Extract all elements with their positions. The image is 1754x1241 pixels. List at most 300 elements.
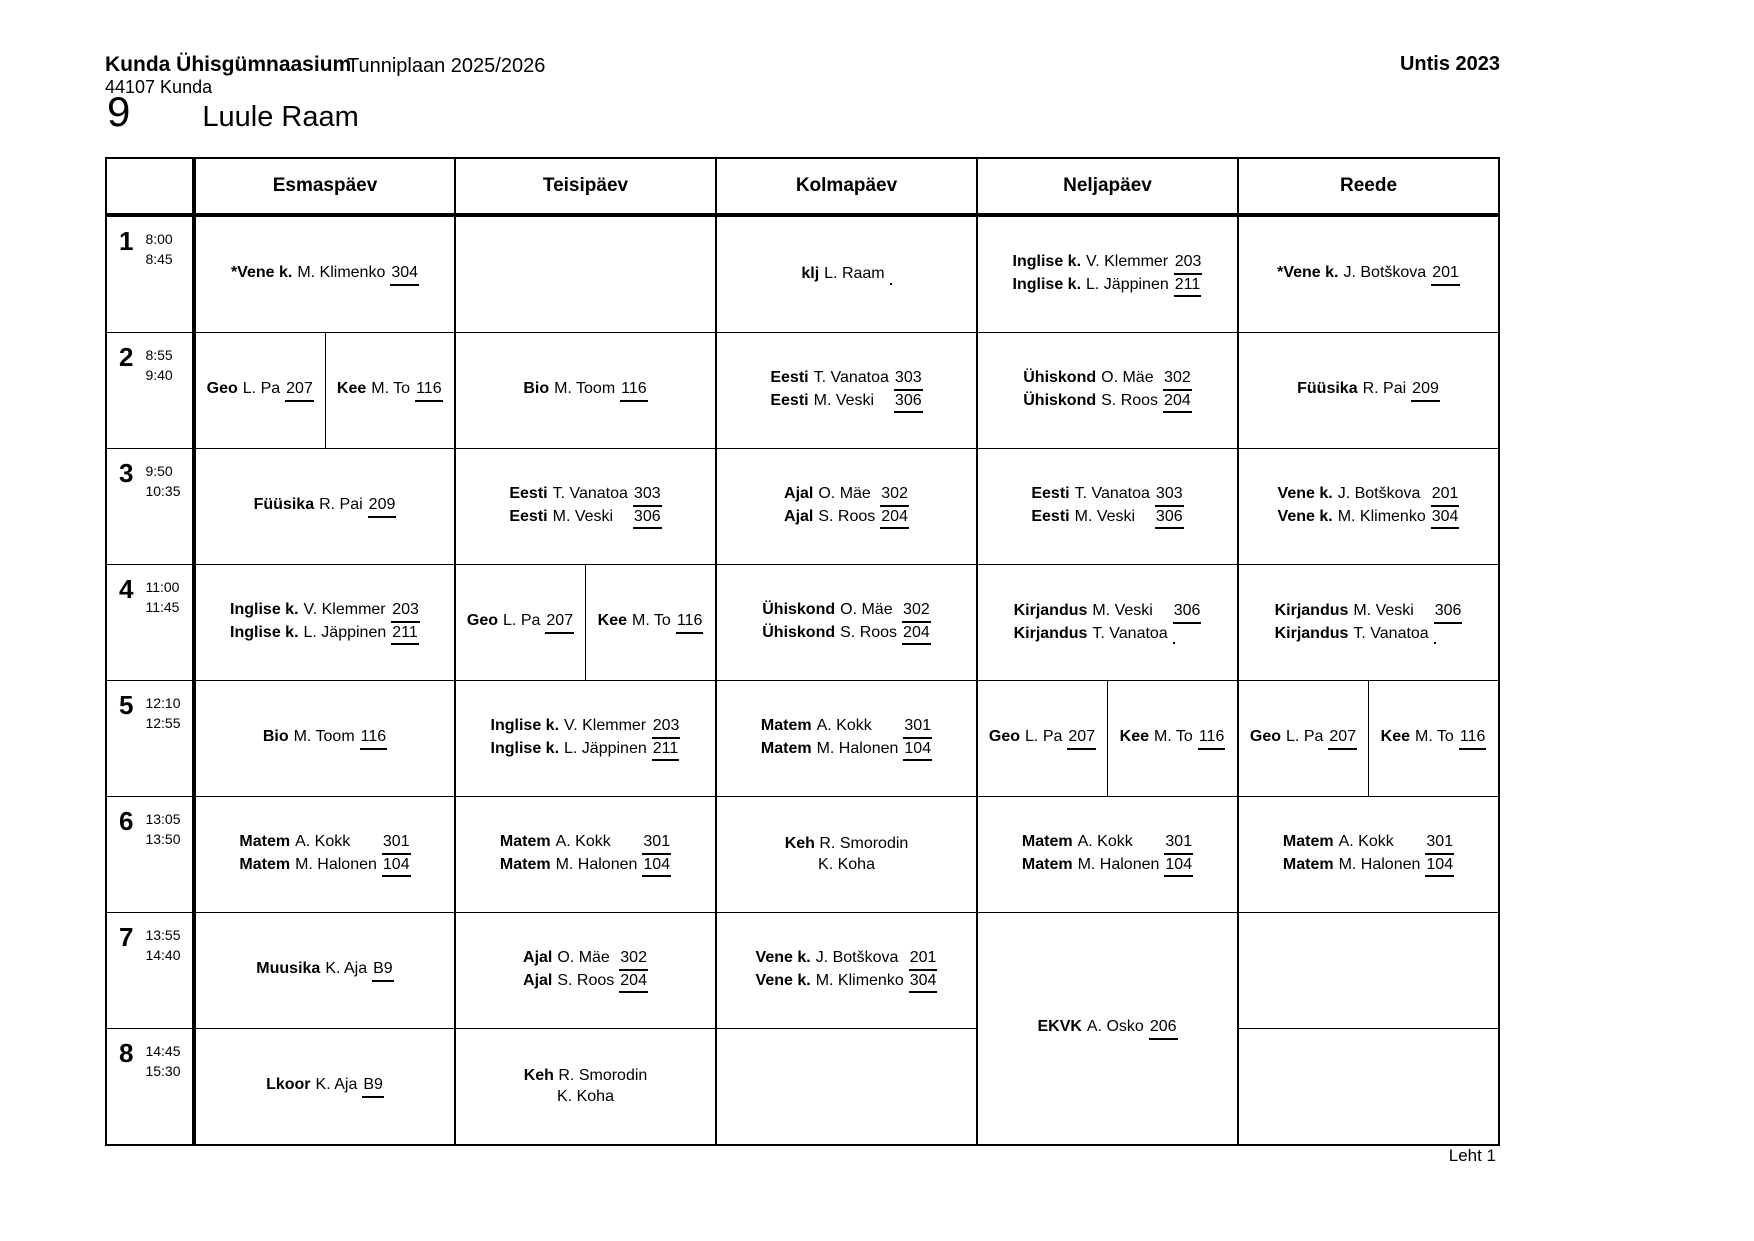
subject-label: Matem <box>1282 833 1334 851</box>
teacher-label: M. To <box>1154 728 1193 746</box>
subject-label: Ühiskond <box>762 623 836 641</box>
lesson <box>231 263 419 285</box>
lesson-cell-thu-4 <box>977 565 1238 681</box>
split-right <box>1107 681 1237 796</box>
teacher-label: M. Toom <box>293 728 355 746</box>
period-start-time: 12:10 <box>145 695 181 711</box>
subject-label: Vene k. <box>755 949 811 967</box>
lesson <box>254 495 397 517</box>
room-label: 301 <box>903 716 932 738</box>
lesson-cell-thu-6 <box>977 797 1238 913</box>
subject-label: Keh <box>523 1066 554 1084</box>
teacher-label: T. Vanatoa <box>813 369 889 387</box>
room-label: 306 <box>1155 507 1184 529</box>
teacher-label: J. Botškova <box>815 949 899 967</box>
lesson-cell-fri-8 <box>1238 1029 1499 1146</box>
period-number: 8 <box>119 1038 134 1068</box>
subject-label: *Vene k. <box>230 264 293 282</box>
teacher-label: T. Vanatoa <box>1092 624 1168 642</box>
room-label: 302 <box>880 484 909 506</box>
room-label: 301 <box>642 832 671 854</box>
lesson-cell-fri-6 <box>1238 797 1499 913</box>
lesson-cell-wed-1 <box>716 215 977 333</box>
teacher-label: O. Mäe <box>818 485 871 503</box>
subject-label: Matem <box>760 717 812 735</box>
subject-label: Eesti <box>1031 507 1070 525</box>
room-label: 204 <box>619 971 648 993</box>
teacher-label: M. Veski <box>813 391 875 409</box>
subject-label: Kirjandus <box>1274 602 1349 620</box>
teacher-label: T. Vanatoa <box>1353 624 1429 642</box>
lesson-cell-fri-5 <box>1238 681 1499 797</box>
period-end-time: 15:30 <box>145 1063 181 1080</box>
period-times <box>145 460 180 502</box>
split-right <box>585 565 715 680</box>
period-cell-7 <box>106 913 194 1029</box>
teacher-label: M. Veski <box>1092 602 1153 620</box>
period-number: 7 <box>119 922 134 952</box>
room-label: 116 <box>676 611 704 633</box>
lesson-cell-tue-6 <box>455 797 716 913</box>
day-header-esmaspaev: Esmaspäev <box>194 158 455 215</box>
room-label: 304 <box>390 263 419 285</box>
room-label: 104 <box>1164 855 1193 877</box>
lesson <box>1013 252 1203 297</box>
period-start-time: 13:55 <box>145 927 181 943</box>
teacher-label: M. Halonen <box>295 855 377 873</box>
lesson-cell-mon-7 <box>194 913 455 1029</box>
teacher-label: S. Roos <box>818 507 876 525</box>
lesson <box>256 959 393 981</box>
teacher-label: O. Mäe <box>840 601 893 619</box>
room-label: 209 <box>1411 379 1440 401</box>
teacher-label: R. Smorodin <box>819 834 909 852</box>
lesson-line <box>717 834 976 855</box>
subject-label: Bio <box>262 728 289 746</box>
lesson-cell-thu-2 <box>977 333 1238 449</box>
subject-label: Matem <box>1021 833 1073 851</box>
teacher-label: V. Klemmer <box>303 601 386 619</box>
subject-label: Inglise k. <box>490 739 560 757</box>
room-label: 211 <box>391 623 419 645</box>
period-start-time: 11:00 <box>145 579 180 595</box>
subject-label: *Vene k. <box>1277 264 1339 282</box>
subject-label: Geo <box>988 728 1021 746</box>
period-end-time: 13:50 <box>145 831 181 848</box>
room-label: 206 <box>1149 1017 1178 1039</box>
lesson-cell-wed-8 <box>716 1029 977 1146</box>
class-id: 9 <box>107 88 131 135</box>
subject-label: Eesti <box>1031 485 1070 503</box>
teacher-label: M. Halonen <box>555 855 638 873</box>
period-cell-6 <box>106 797 194 913</box>
timetable-row-4 <box>106 565 1499 681</box>
room-label: 303 <box>894 368 923 390</box>
lesson-cell-wed-7 <box>716 913 977 1029</box>
teacher-label: M. To <box>371 380 411 398</box>
teacher-label: S. Roos <box>840 623 898 641</box>
room-label <box>1173 624 1175 644</box>
subject-label: Füüsika <box>253 496 315 514</box>
lesson <box>801 264 891 284</box>
lesson <box>1120 727 1226 749</box>
subject-label: Inglise k. <box>230 601 299 619</box>
room-label: 104 <box>1425 855 1454 877</box>
subject-label: Matem <box>1282 855 1334 873</box>
subject-label: Kirjandus <box>1013 624 1088 642</box>
lesson <box>1014 601 1202 644</box>
period-start-time: 14:45 <box>145 1043 181 1059</box>
teacher-label: L. Jäppinen <box>564 739 647 757</box>
day-header-teisipaev: Teisipäev <box>455 158 716 215</box>
subject-label: Kirjandus <box>1274 624 1349 642</box>
split-lessons <box>196 333 454 448</box>
lesson-cell-tue-4 <box>455 565 716 681</box>
class-title <box>107 88 359 136</box>
lesson <box>1031 484 1183 529</box>
lesson <box>491 716 681 761</box>
school-address: 44107 Kunda <box>105 77 213 97</box>
lesson-cell-wed-2 <box>716 333 977 449</box>
lesson <box>523 948 648 993</box>
teacher-label: R. Pai <box>1362 380 1407 398</box>
lesson <box>467 611 574 633</box>
room-label: 301 <box>1425 832 1454 854</box>
subject-label: Eesti <box>770 369 809 387</box>
split-left <box>978 681 1107 796</box>
subject-label: Kirjandus <box>1013 602 1088 620</box>
teacher-label: L. Pa <box>503 612 541 630</box>
teacher-label: A. Osko <box>1086 1018 1144 1036</box>
period-end-time: 10:35 <box>145 483 181 500</box>
subject-label: Keh <box>784 834 815 852</box>
period-number: 2 <box>119 342 134 372</box>
room-label: 116 <box>360 727 388 749</box>
period-times <box>145 576 179 618</box>
lesson-cell-fri-7 <box>1238 913 1499 1029</box>
teacher-label: L. Jäppinen <box>1086 275 1169 293</box>
room-label: 209 <box>368 495 397 517</box>
period-times <box>145 344 172 386</box>
lesson <box>761 716 932 761</box>
lesson <box>456 1066 715 1108</box>
footer-page-label: Leht 1 <box>1448 1146 1496 1165</box>
subject-label: Inglise k. <box>490 717 560 735</box>
period-cell-3 <box>106 449 194 565</box>
period-times <box>145 228 172 270</box>
room-label: 207 <box>545 611 574 633</box>
subject-label: klj <box>801 265 820 283</box>
period-number: 1 <box>119 226 134 256</box>
split-lessons <box>978 681 1237 796</box>
lesson-cell-fri-4 <box>1238 565 1499 681</box>
app-version-label: Untis 2023 <box>1399 53 1500 75</box>
room-label: 201 <box>1431 484 1460 506</box>
room-label: 211 <box>1174 275 1202 297</box>
lesson <box>756 948 938 993</box>
subject-label: Geo <box>466 612 499 630</box>
subject-label: Matem <box>499 833 551 851</box>
room-label: 301 <box>382 832 411 854</box>
timetable-row-5 <box>106 681 1499 797</box>
room-label: 303 <box>1155 484 1184 506</box>
lesson <box>263 727 387 749</box>
subject-label: Inglise k. <box>1012 275 1082 293</box>
period-end-time: 14:40 <box>145 947 181 964</box>
lesson-cell-thu-7-8-merged <box>977 913 1238 1146</box>
lesson <box>1022 832 1193 877</box>
period-times <box>145 1040 180 1082</box>
subject-label: Geo <box>1249 728 1282 746</box>
period-number: 5 <box>119 690 134 720</box>
timetable <box>105 157 1500 1146</box>
room-label: 203 <box>1174 252 1203 274</box>
period-cell-8 <box>106 1029 194 1146</box>
room-label: B9 <box>362 1075 384 1097</box>
teacher-label: M. Veski <box>1353 602 1414 620</box>
lesson-cell-mon-4 <box>194 565 455 681</box>
lesson <box>1278 484 1460 529</box>
teacher-label: A. Kokk <box>816 717 872 735</box>
period-cell-5 <box>106 681 194 797</box>
room-label: 303 <box>633 484 662 506</box>
lesson <box>989 727 1096 749</box>
lesson-cell-mon-5 <box>194 681 455 797</box>
period-number: 4 <box>119 574 134 604</box>
lesson-cell-tue-8 <box>455 1029 716 1146</box>
subject-label: Ajal <box>784 485 814 503</box>
room-label <box>1434 624 1436 644</box>
teacher-label: J. Botškova <box>1337 485 1421 503</box>
lesson-cell-thu-5 <box>977 681 1238 797</box>
teacher-label: L. Jäppinen <box>303 623 387 641</box>
room-label: 306 <box>1434 601 1463 623</box>
room-label <box>890 264 892 284</box>
split-right <box>325 333 455 448</box>
teacher-label: M. Toom <box>554 380 616 398</box>
teacher-label: R. Smorodin <box>558 1066 648 1084</box>
period-end-time: 11:45 <box>145 599 180 616</box>
teacher-label: O. Mäe <box>1101 369 1154 387</box>
teacher-label: A. Kokk <box>295 833 351 851</box>
lesson <box>207 379 314 401</box>
lesson-cell-mon-2 <box>194 333 455 449</box>
split-right <box>1368 681 1498 796</box>
teacher-label: L. Raam <box>824 265 885 283</box>
lesson-cell-wed-3 <box>716 449 977 565</box>
period-end-time: 9:40 <box>145 367 173 384</box>
subject-label: Vene k. <box>1277 507 1333 525</box>
lesson <box>1381 727 1487 749</box>
teacher-label: L. Pa <box>1286 728 1324 746</box>
period-end-time: 12:55 <box>145 715 181 732</box>
teacher-label: V. Klemmer <box>1086 253 1169 271</box>
split-left <box>1239 681 1368 796</box>
subject-label: EKVK <box>1037 1018 1082 1036</box>
teacher-label: L. Pa <box>242 380 281 398</box>
teacher-label: M. To <box>632 612 671 630</box>
teacher-label: M. Halonen <box>816 739 899 757</box>
room-label: 302 <box>902 600 931 622</box>
teacher-label: T. Vanatoa <box>552 485 628 503</box>
teacher-label: K. Koha <box>557 1087 614 1105</box>
room-label: 104 <box>642 855 671 877</box>
day-header-kolmapaev: Kolmapäev <box>716 158 977 215</box>
period-number: 3 <box>119 458 134 488</box>
teacher-label: K. Aja <box>325 960 368 978</box>
timetable-row-2 <box>106 333 1499 449</box>
lesson <box>1250 727 1357 749</box>
room-label: 306 <box>633 507 662 529</box>
period-start-time: 9:50 <box>145 463 173 479</box>
period-start-time: 13:05 <box>145 811 181 827</box>
room-label: 207 <box>1328 727 1357 749</box>
period-start-time: 8:55 <box>145 347 173 363</box>
lesson <box>337 379 443 401</box>
period-times <box>145 924 180 966</box>
lesson <box>1277 263 1460 285</box>
room-label: 306 <box>1173 601 1202 623</box>
room-label: 116 <box>415 379 443 401</box>
lesson-cell-tue-3 <box>455 449 716 565</box>
lesson-cell-fri-1 <box>1238 215 1499 333</box>
subject-label: Ühiskond <box>1023 369 1097 387</box>
subject-label: Ajal <box>523 971 553 989</box>
lesson <box>523 379 647 401</box>
lesson <box>598 611 704 633</box>
room-label: 302 <box>1163 368 1192 390</box>
lesson <box>717 834 976 876</box>
teacher-label: S. Roos <box>1101 391 1159 409</box>
teacher-label: M. Klimenko <box>1337 507 1426 525</box>
lesson-cell-tue-7 <box>455 913 716 1029</box>
room-label: 211 <box>652 739 680 761</box>
lesson <box>239 832 410 877</box>
room-label: 203 <box>652 716 681 738</box>
subject-label: Lkoor <box>266 1076 311 1094</box>
room-label: B9 <box>372 959 394 981</box>
subject-label: Eesti <box>509 485 548 503</box>
lesson-cell-fri-3 <box>1238 449 1499 565</box>
lesson <box>1037 1017 1177 1039</box>
lesson <box>500 832 671 877</box>
room-label: 201 <box>1431 263 1460 285</box>
lesson-cell-mon-8 <box>194 1029 455 1146</box>
teacher-label: R. Pai <box>319 496 363 514</box>
subject-label: Eesti <box>509 507 548 525</box>
room-label: 201 <box>909 948 938 970</box>
lesson-cell-mon-6 <box>194 797 455 913</box>
lesson <box>1283 832 1454 877</box>
teacher-label: M. Veski <box>1074 507 1136 525</box>
lesson <box>784 484 909 529</box>
subject-label: Inglise k. <box>230 623 299 641</box>
lesson <box>770 368 922 413</box>
subject-label: Matem <box>499 855 551 873</box>
room-label: 301 <box>1164 832 1193 854</box>
period-end-time: 8:45 <box>145 251 173 268</box>
period-cell-4 <box>106 565 194 681</box>
lesson <box>266 1075 384 1097</box>
room-label: 104 <box>382 855 411 877</box>
split-lessons <box>456 565 715 680</box>
teacher-label: M. Klimenko <box>297 264 386 282</box>
subject-label: Muusika <box>256 960 321 978</box>
room-label: 204 <box>902 623 931 645</box>
room-label: 306 <box>894 391 923 413</box>
split-lessons <box>1239 681 1498 796</box>
lesson-cell-thu-3 <box>977 449 1238 565</box>
room-label: 304 <box>1431 507 1460 529</box>
room-label: 304 <box>909 971 938 993</box>
lesson-cell-tue-2 <box>455 333 716 449</box>
room-label: 204 <box>1163 391 1192 413</box>
subject-label: Ühiskond <box>762 601 836 619</box>
lesson-cell-fri-2 <box>1238 333 1499 449</box>
subject-label: Inglise k. <box>1012 253 1082 271</box>
subject-label: Ajal <box>523 949 553 967</box>
subject-label: Ühiskond <box>1023 391 1097 409</box>
teacher-label: S. Roos <box>557 971 615 989</box>
day-header-row <box>106 158 1499 215</box>
teacher-label: V. Klemmer <box>564 717 647 735</box>
room-label: 302 <box>619 948 648 970</box>
lesson-line <box>456 1066 715 1087</box>
teacher-label: A. Kokk <box>555 833 611 851</box>
subject-label: Matem <box>239 855 291 873</box>
plan-title: Tunniplaan 2025/2026 <box>347 55 546 77</box>
lesson-cell-mon-1 <box>194 215 455 333</box>
room-label: 207 <box>285 379 314 401</box>
lesson <box>1275 601 1463 644</box>
period-times <box>145 692 180 734</box>
timetable-row-7 <box>106 913 1499 1029</box>
room-label: 203 <box>391 600 420 622</box>
lesson-cell-tue-1 <box>455 215 716 333</box>
period-number: 6 <box>119 806 134 836</box>
subject-label: Matem <box>239 833 291 851</box>
lesson-cell-mon-3 <box>194 449 455 565</box>
subject-label: Matem <box>1021 855 1073 873</box>
room-label: 104 <box>903 739 932 761</box>
period-start-time: 8:00 <box>145 231 173 247</box>
teacher-label: A. Kokk <box>1077 833 1133 851</box>
period-cell-2 <box>106 333 194 449</box>
lesson-cell-wed-5 <box>716 681 977 797</box>
period-column-header <box>106 158 194 215</box>
day-header-reede: Reede <box>1238 158 1499 215</box>
teacher-label: L. Pa <box>1025 728 1063 746</box>
subject-label: Bio <box>523 380 550 398</box>
period-cell-1 <box>106 215 194 333</box>
teacher-label: J. Botškova <box>1343 264 1427 282</box>
room-label: 116 <box>1459 727 1487 749</box>
lesson-cell-wed-4 <box>716 565 977 681</box>
lesson <box>509 484 661 529</box>
teacher-label: T. Vanatoa <box>1074 485 1150 503</box>
lesson-cell-wed-6 <box>716 797 977 913</box>
teacher-label: M. Klimenko <box>815 971 904 989</box>
timetable-row-3 <box>106 449 1499 565</box>
subject-label: Füüsika <box>1297 380 1358 398</box>
teacher-label: A. Kokk <box>1338 833 1394 851</box>
room-label: 116 <box>1198 727 1226 749</box>
timetable-row-8 <box>106 1029 1499 1146</box>
subject-label: Kee <box>1380 728 1410 746</box>
subject-label: Kee <box>336 380 367 398</box>
class-teacher-name: Luule Raam <box>202 101 359 133</box>
page <box>105 0 1500 1241</box>
